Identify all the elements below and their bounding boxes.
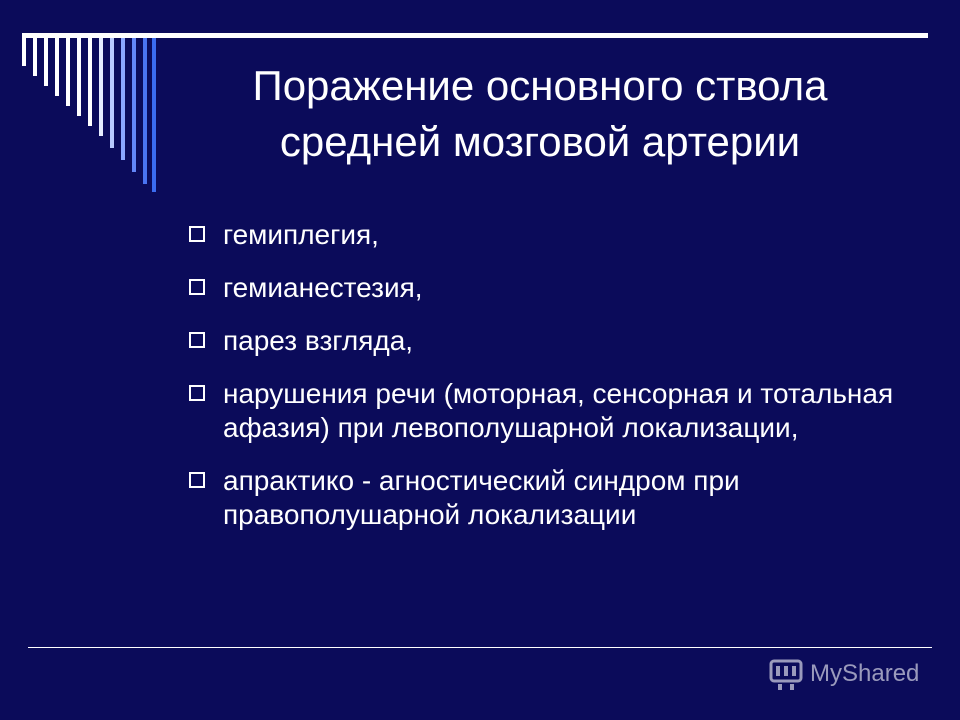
bullet-item bbox=[188, 377, 908, 445]
title-line: Поражение основного ствола bbox=[252, 62, 828, 109]
bullet-text: парез взгляда, bbox=[223, 325, 414, 356]
bullet-item bbox=[188, 464, 908, 532]
hollow-square-bullet-icon bbox=[189, 332, 205, 348]
stripe bbox=[88, 38, 92, 126]
stripe bbox=[121, 38, 125, 160]
slide-title bbox=[160, 58, 920, 170]
stripe bbox=[152, 38, 156, 192]
hollow-square-bullet-icon bbox=[189, 385, 205, 401]
bottom-rule bbox=[28, 647, 932, 648]
watermark bbox=[768, 654, 919, 694]
hollow-square-bullet-icon bbox=[189, 226, 205, 242]
hollow-square-bullet-icon bbox=[189, 279, 205, 295]
bullet-text: нарушения речи (моторная, сенсорная и тотальная афазия) при левополушарной локализации, bbox=[223, 378, 894, 443]
bullet-list bbox=[188, 218, 908, 551]
stripe bbox=[33, 38, 37, 76]
hollow-square-bullet-icon bbox=[189, 472, 205, 488]
stripe bbox=[77, 38, 81, 116]
bullet-item bbox=[188, 218, 908, 252]
stripe bbox=[132, 38, 136, 172]
decorative-stripes bbox=[22, 38, 162, 198]
title-line: средней мозговой артерии bbox=[279, 118, 801, 165]
bullet-item bbox=[188, 324, 908, 358]
stripe bbox=[44, 38, 48, 86]
bullet-text: гемианестезия, bbox=[223, 272, 423, 303]
stripe bbox=[55, 38, 59, 96]
stripe bbox=[99, 38, 103, 136]
bullet-item bbox=[188, 271, 908, 305]
bullet-text: апрактико - агностический синдром при правополушарной локализации bbox=[223, 465, 740, 530]
watermark-text: MyShared bbox=[810, 660, 920, 687]
stripe bbox=[110, 38, 114, 148]
stripe bbox=[66, 38, 70, 106]
stripe bbox=[22, 38, 26, 66]
stripe bbox=[143, 38, 147, 184]
myshared-logo-icon bbox=[768, 656, 804, 692]
bullet-text: гемиплегия, bbox=[223, 219, 379, 250]
